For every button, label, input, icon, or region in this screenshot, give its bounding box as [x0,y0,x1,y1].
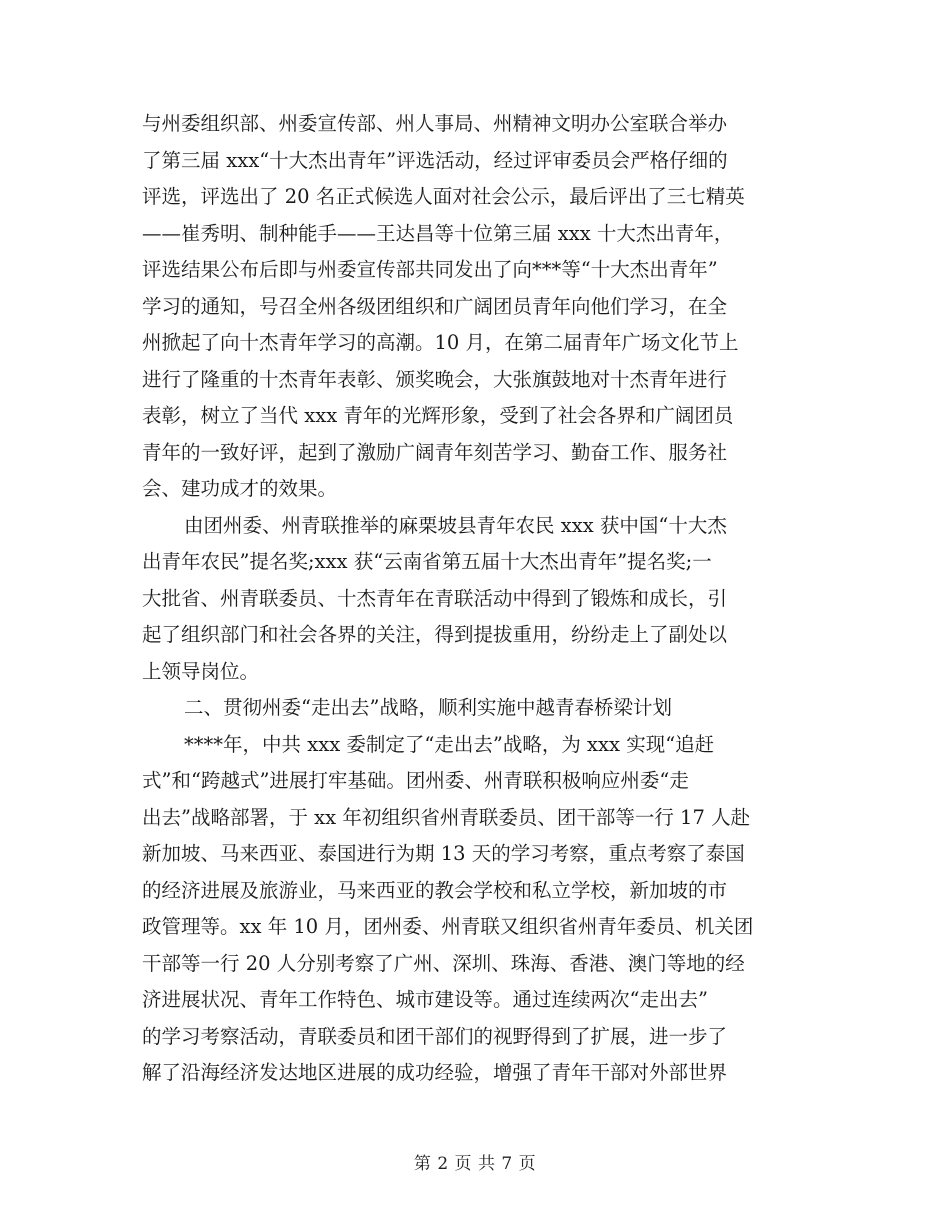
text-line: 出青年农民”提名奖;xxx 获“云南省第五届十大杰出青年”提名奖;一 [142,550,712,573]
text-line: 解了沿海经济发达地区进展的成功经验，增强了青年干部对外部世界 [142,1061,728,1084]
text-line: 与州委组织部、州委宣传部、州人事局、州精神文明办公室联合举办 [142,112,728,135]
paragraph-first-line: ****年，中共 xxx 委制定了“走出去”战略，为 xxx 实现“追赶 [184,732,715,756]
text-line: 大批省、州青联委员、十杰青年在青联活动中得到了锻炼和成长，引 [142,586,728,610]
text-line: 式”和“跨越式”进展打牢基础。团州委、州青联积极响应州委“走 [142,769,689,792]
section-heading: 二、贯彻州委“走出去”战略，顺利实施中越青春桥梁计划 [184,696,672,719]
text-line: 起了组织部门和社会各界的关注，得到提拔重用，纷纷走上了副处以 [142,623,728,646]
text-line: 的学习考察活动，青联委员和团干部们的视野得到了扩展，进一步了 [142,1024,728,1048]
text-line: 新加坡、马来西亚、泰国进行为期 13 天的学习考察，重点考察了泰国 [142,842,745,865]
text-line: 学习的通知，号召全州各级团组织和广阔团员青年向他们学习，在全 [142,294,728,318]
text-line: 州掀起了向十杰青年学习的高潮。10 月，在第二届青年广场文化节上 [142,331,739,354]
text-line: 表彰，树立了当代 xxx 青年的光辉形象，受到了社会各界和广阔团员 [142,404,734,427]
text-line: 评选，评选出了 20 名正式候选人面对社会公示，最后评出了三七精英 [142,185,745,208]
text-line: 干部等一行 20 人分别考察了广州、深圳、珠海、香港、澳门等地的经 [142,951,745,975]
paragraph-first-line: 由团州委、州青联推举的麻栗坡县青年农民 xxx 获中国“十大杰 [184,513,727,537]
text-line: ——崔秀明、制种能手——王达昌等十位第三届 xxx 十大杰出青年， [142,221,734,245]
text-line: 的经济进展及旅游业，马来西亚的教会学校和私立学校，新加坡的市 [142,878,728,902]
text-line: 青年的一致好评，起到了激励广阔青年刻苦学习、勤奋工作、服务社 [142,440,728,464]
text-line: 评选结果公布后即与州委宣传部共同发出了向***等“十大杰出青年” [142,258,718,281]
text-line: 了第三届 xxx“十大杰出青年”评选活动，经过评审委员会严格仔细的 [142,148,728,172]
text-line: 会、建功成才的效果。 [142,477,338,500]
page-number-footer: 第 2 页 共 7 页 [413,1154,537,1174]
text-line: 进行了隆重的十杰青年表彰、颁奖晚会，大张旗鼓地对十杰青年进行 [142,367,728,391]
text-line: 上领导岗位。 [142,659,260,683]
text-line: 济进展状况、青年工作特色、城市建设等。通过连续两次“走出去” [142,988,708,1011]
text-line: 出去”战略部署，于 xx 年初组织省州青联委员、团干部等一行 17 人赴 [142,805,751,829]
text-line: 政管理等。xx 年 10 月，团州委、州青联又组织省州青年委员、机关团 [142,915,754,938]
document-body [142,106,802,1092]
